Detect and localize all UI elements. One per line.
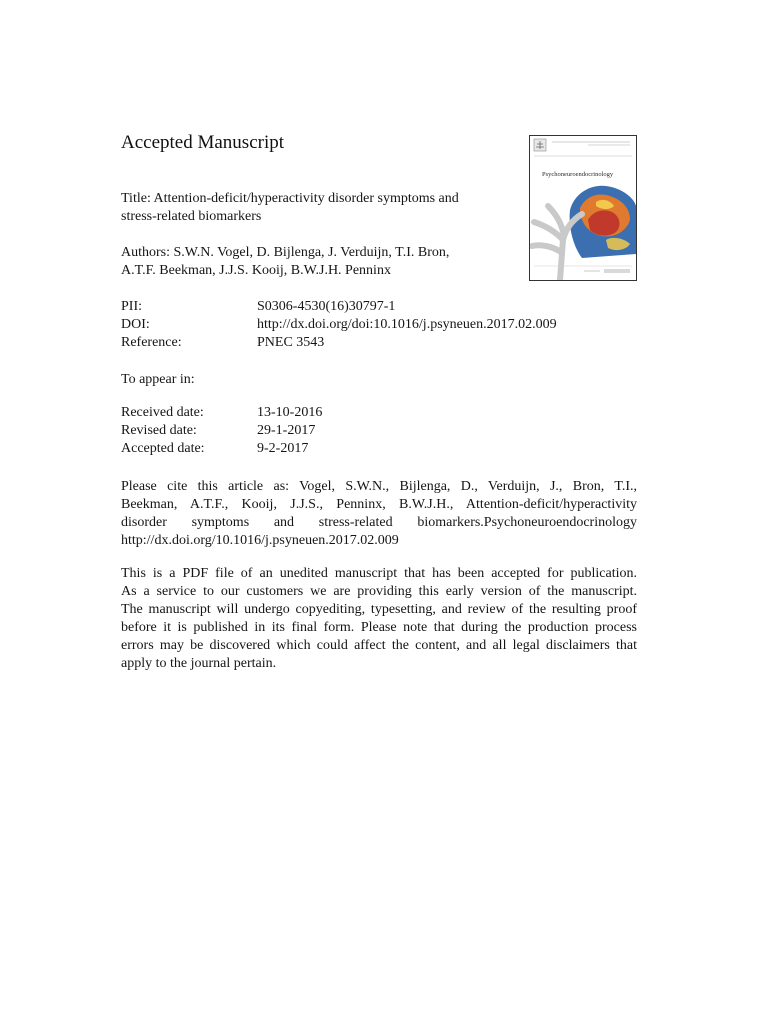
journal-cover-image bbox=[529, 135, 637, 281]
citation-doi-link[interactable]: http://dx.doi.org/10.1016/j.psyneuen.2017.02.009 bbox=[121, 533, 399, 548]
article-title bbox=[121, 190, 496, 226]
revised-date-value: 29-1-2017 bbox=[257, 423, 316, 438]
accepted-date-value: 9-2-2017 bbox=[257, 441, 309, 456]
citation-line: Beekman, A.T.F., Kooij, J.J.S., Penninx, B.W.J.H., Attention-deficit/hyperactivity bbox=[121, 497, 637, 512]
doi-value[interactable]: http://dx.doi.org/doi:10.1016/j.psyneuen.2017.02.009 bbox=[257, 317, 557, 332]
cover-artwork bbox=[530, 136, 636, 280]
revised-date-label: Revised date: bbox=[121, 423, 197, 438]
notice-line: The manuscript will undergo copyediting, typesetting, and review of the resulting proof bbox=[121, 602, 637, 617]
pii-value: S0306-4530(16)30797-1 bbox=[257, 299, 396, 314]
title-line: Title: Attention-deficit/hyperactivity disorder symptoms and bbox=[121, 191, 459, 206]
title-line: stress-related biomarkers bbox=[121, 209, 262, 224]
notice-paragraph bbox=[121, 565, 637, 673]
notice-line: before it is published in its final form. Please note that during the production process bbox=[121, 620, 637, 635]
reference-value: PNEC 3543 bbox=[257, 335, 325, 350]
citation-line: disorder symptoms and stress-related biomarkers.Psychoneuroendocrinology bbox=[121, 515, 637, 530]
cover-footer-bar bbox=[604, 269, 630, 273]
citation-paragraph bbox=[121, 478, 637, 550]
notice-line: apply to the journal pertain. bbox=[121, 656, 277, 671]
received-date-value: 13-10-2016 bbox=[257, 405, 323, 420]
notice-line: errors may be discovered which could affect the content, and all legal disclaimers that bbox=[121, 638, 637, 653]
notice-line: As a service to our customers we are providing this early version of the manuscript. bbox=[121, 584, 637, 599]
to-appear-label: To appear in: bbox=[121, 372, 195, 387]
pii-label: PII: bbox=[121, 299, 142, 314]
authors-line: A.T.F. Beekman, J.J.S. Kooij, B.W.J.H. Penninx bbox=[121, 263, 391, 278]
page-heading: Accepted Manuscript bbox=[121, 132, 285, 153]
citation-line: Please cite this article as: Vogel, S.W.N., Bijlenga, D., Verduijn, J., Bron, T.I., bbox=[121, 479, 637, 494]
doi-label: DOI: bbox=[121, 317, 150, 332]
reference-label: Reference: bbox=[121, 335, 182, 350]
cover-journal-name: Psychoneuroendocrinology bbox=[542, 171, 614, 178]
accepted-date-label: Accepted date: bbox=[121, 441, 205, 456]
notice-line: This is a PDF file of an unedited manuscript that has been accepted for publication. bbox=[121, 566, 637, 581]
authors-line: Authors: S.W.N. Vogel, D. Bijlenga, J. Verduijn, T.I. Bron, bbox=[121, 245, 450, 260]
article-authors bbox=[121, 244, 496, 280]
received-date-label: Received date: bbox=[121, 405, 204, 420]
